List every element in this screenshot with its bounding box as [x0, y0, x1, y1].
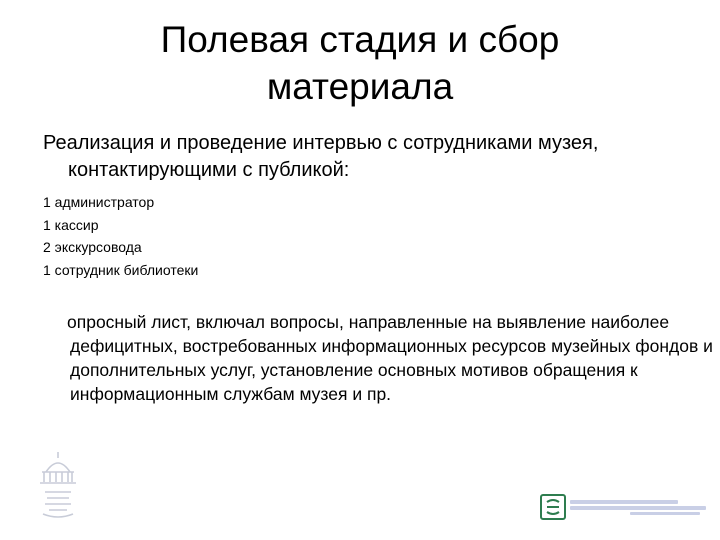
- staff-item-cashier: 1 кассир: [43, 216, 99, 233]
- slide-title-line-1: Полевая стадия и сбор: [160, 19, 560, 60]
- staff-item-guides: 2 экскурсовода: [43, 239, 142, 255]
- slide-title-line-2: материала: [266, 66, 454, 107]
- intro-paragraph: Реализация и проведение интервью с сотрудниками музея, контактирующими с публикой:: [43, 132, 599, 181]
- research-center-logo: [540, 490, 710, 524]
- staff-item-administrator: 1 администратор: [43, 194, 155, 210]
- staff-list: [43, 191, 198, 281]
- museum-building-logo: [33, 448, 83, 520]
- slide-title: [100, 16, 620, 110]
- questionnaire-paragraph: опросный лист, включал вопросы, направленные на выявление наиболее дефицитных, востребованных информационных ресурсов музейных фондов и дополнительных услуг, установление основных мотивов обращения к информационным службам музея и пр.: [67, 312, 713, 404]
- staff-item-librarian: 1 сотрудник библиотеки: [43, 261, 199, 278]
- research-center-wordmark: [570, 500, 706, 515]
- research-center-emblem-icon: [540, 494, 566, 520]
